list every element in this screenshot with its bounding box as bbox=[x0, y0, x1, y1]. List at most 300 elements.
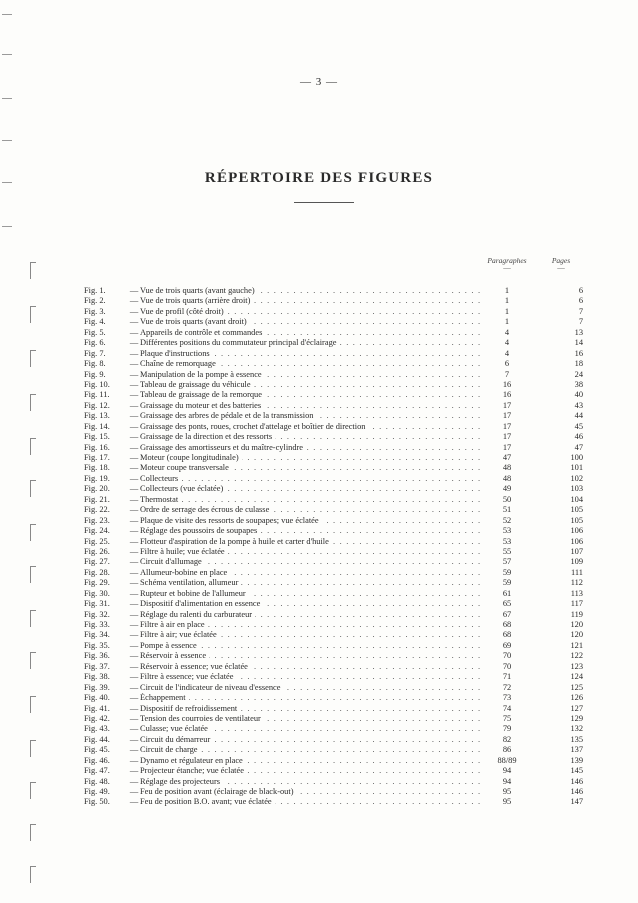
figure-title-cell bbox=[140, 526, 485, 536]
page-number: — 3 — bbox=[300, 76, 338, 88]
list-item bbox=[84, 516, 589, 526]
figure-title-cell bbox=[140, 651, 485, 661]
list-item bbox=[84, 474, 589, 484]
figure-page: 13 bbox=[574, 327, 583, 337]
figure-page: 47 bbox=[574, 442, 583, 452]
figure-paragraph: 7 bbox=[504, 369, 510, 379]
list-item bbox=[84, 505, 589, 515]
figure-title-cell bbox=[140, 349, 485, 359]
list-item bbox=[84, 537, 589, 547]
figure-label: Fig. 40. bbox=[84, 693, 110, 703]
figure-title-cell bbox=[140, 296, 485, 306]
figure-title: Graissage des arbres de pédale et de la transmission bbox=[140, 411, 317, 420]
column-header-paragraphs bbox=[477, 256, 537, 271]
figure-page: 43 bbox=[574, 400, 583, 410]
figure-title-cell bbox=[140, 411, 485, 421]
figure-title: Dispositif de refroidissement bbox=[140, 704, 240, 713]
list-item bbox=[84, 589, 589, 599]
list-item bbox=[84, 307, 589, 317]
list-item bbox=[84, 662, 589, 672]
figure-label: Fig. 27. bbox=[84, 557, 110, 567]
figure-label: Fig. 25. bbox=[84, 536, 110, 546]
figure-dash: — bbox=[129, 379, 139, 389]
list-item bbox=[84, 777, 589, 787]
figure-paragraph: 86 bbox=[502, 745, 512, 755]
figure-title: Circuit de l'indicateur de niveau d'essence bbox=[140, 683, 283, 692]
figure-paragraph: 53 bbox=[502, 526, 512, 536]
figure-dash: — bbox=[129, 453, 139, 462]
figure-dash: — bbox=[129, 713, 139, 723]
figure-dash: — bbox=[129, 463, 139, 473]
list-item bbox=[84, 338, 589, 348]
figure-dash: — bbox=[129, 693, 139, 703]
figure-dash: — bbox=[129, 651, 139, 661]
figure-page: 102 bbox=[570, 473, 583, 483]
figure-title-cell bbox=[140, 422, 485, 432]
figure-label: Fig. 4. bbox=[84, 317, 106, 327]
figure-dash: — bbox=[129, 640, 139, 650]
figure-title: Appareils de contrôle et commandes bbox=[140, 328, 265, 337]
figure-title-cell bbox=[140, 766, 485, 776]
figure-title: Ordre de serrage des écrous de culasse bbox=[140, 505, 272, 514]
figure-title-cell bbox=[140, 484, 485, 494]
figure-paragraph: 68 bbox=[502, 630, 512, 640]
figure-label: Fig. 11. bbox=[84, 390, 110, 400]
figure-title-cell bbox=[140, 745, 485, 755]
figure-label: Fig. 31. bbox=[84, 599, 110, 609]
figure-label: Fig. 3. bbox=[84, 306, 106, 316]
figure-dash: — bbox=[129, 411, 139, 421]
list-item bbox=[84, 641, 589, 651]
figure-label: Fig. 2. bbox=[84, 296, 106, 306]
figure-label: Fig. 47. bbox=[84, 766, 110, 776]
figure-label: Fig. 39. bbox=[84, 682, 110, 692]
figure-label: Fig. 37. bbox=[84, 661, 110, 671]
figure-page: 139 bbox=[570, 755, 583, 765]
figure-title-cell bbox=[140, 317, 485, 327]
figure-title-cell bbox=[140, 704, 485, 714]
figure-title-cell bbox=[140, 797, 485, 807]
list-item bbox=[84, 735, 589, 745]
figure-page: 129 bbox=[570, 713, 583, 723]
figure-page: 45 bbox=[574, 421, 583, 431]
figure-title: Flotteur d'aspiration de la pompe à huile et carter d'huile bbox=[140, 537, 332, 546]
figure-title: Réservoir à essence; vue éclatée bbox=[140, 662, 251, 671]
figure-title: Allumeur-bobine en place bbox=[140, 568, 230, 577]
list-item bbox=[84, 495, 589, 505]
figure-title-cell bbox=[140, 463, 485, 473]
figure-paragraph: 48 bbox=[502, 473, 512, 483]
figure-title-cell bbox=[140, 453, 485, 463]
figure-title: Graissage des amortisseurs et du maître-cylindre bbox=[140, 443, 306, 452]
figure-paragraph: 49 bbox=[502, 484, 512, 494]
list-item bbox=[84, 547, 589, 557]
list-item bbox=[84, 370, 589, 380]
figure-page: 6 bbox=[578, 296, 583, 306]
list-item bbox=[84, 401, 589, 411]
figure-dash: — bbox=[129, 546, 139, 556]
figure-dash: — bbox=[129, 473, 139, 483]
figure-page: 123 bbox=[570, 661, 583, 671]
figure-paragraph: 16 bbox=[502, 379, 512, 389]
figure-page: 105 bbox=[570, 515, 583, 525]
figure-paragraph: 79 bbox=[502, 724, 512, 734]
figure-title: Graissage des ponts, roues, crochet d'attelage et boîtier de direction bbox=[140, 422, 368, 431]
figure-paragraph: 68 bbox=[502, 620, 512, 629]
figure-title-cell bbox=[140, 495, 485, 505]
figure-dash: — bbox=[129, 306, 139, 316]
figure-title-cell bbox=[140, 443, 485, 453]
figure-paragraph: 4 bbox=[504, 327, 510, 337]
figure-page: 106 bbox=[570, 536, 583, 546]
figure-dash: — bbox=[129, 776, 139, 786]
figure-page: 120 bbox=[570, 630, 583, 640]
figure-title-cell bbox=[140, 307, 485, 317]
figure-title-cell bbox=[140, 380, 485, 390]
column-header-dash: — bbox=[503, 263, 511, 272]
figure-title-cell bbox=[140, 630, 485, 640]
title-underline bbox=[294, 202, 354, 203]
figure-dash: — bbox=[129, 567, 139, 577]
figure-title: Culasse; vue éclatée bbox=[140, 724, 211, 733]
figure-title-cell bbox=[140, 568, 485, 578]
figure-title-cell bbox=[140, 735, 485, 745]
list-item bbox=[84, 724, 589, 734]
figure-dash: — bbox=[129, 432, 139, 442]
figure-page: 137 bbox=[570, 745, 583, 755]
figure-title-cell bbox=[140, 683, 485, 693]
figure-page: 18 bbox=[574, 359, 583, 369]
figure-label: Fig. 50. bbox=[84, 797, 110, 807]
figure-title: Filtre à air en place bbox=[140, 620, 208, 629]
figure-list bbox=[84, 286, 589, 808]
figure-dash: — bbox=[129, 536, 139, 546]
figure-dash: — bbox=[129, 766, 139, 776]
list-item bbox=[84, 453, 589, 463]
figure-title-cell bbox=[140, 578, 485, 588]
figure-title-cell bbox=[140, 756, 485, 766]
figure-page: 132 bbox=[570, 724, 583, 734]
figure-title: Moteur coupe transversale bbox=[140, 463, 232, 472]
figure-paragraph: 50 bbox=[502, 494, 512, 504]
list-item bbox=[84, 422, 589, 432]
figure-paragraph: 1 bbox=[504, 296, 510, 306]
figure-paragraph: 74 bbox=[502, 703, 512, 713]
figure-paragraph: 17 bbox=[502, 411, 512, 421]
figure-dash: — bbox=[129, 682, 139, 692]
list-item bbox=[84, 672, 589, 682]
list-item bbox=[84, 704, 589, 714]
figure-title: Collecteurs bbox=[140, 474, 181, 483]
list-item bbox=[84, 568, 589, 578]
figure-title: Réglage des projecteurs bbox=[140, 777, 223, 786]
figure-title: Rupteur et bobine de l'allumeur bbox=[140, 589, 249, 598]
figure-title-cell bbox=[140, 620, 485, 630]
figure-dash: — bbox=[129, 557, 139, 567]
page-title: RÉPERTOIRE DES FIGURES bbox=[204, 170, 434, 186]
figure-title-cell bbox=[140, 359, 485, 369]
figure-label: Fig. 8. bbox=[84, 359, 106, 369]
figure-label: Fig. 30. bbox=[84, 588, 110, 598]
list-item bbox=[84, 651, 589, 661]
figure-title: Tableau de graissage de la remorque bbox=[140, 390, 265, 399]
figure-dash: — bbox=[129, 734, 139, 744]
figure-label: Fig. 16. bbox=[84, 442, 110, 452]
figure-paragraph: 69 bbox=[502, 640, 512, 650]
figure-dash: — bbox=[129, 369, 139, 379]
figure-label: Fig. 15. bbox=[84, 432, 110, 442]
figure-label: Fig. 21. bbox=[84, 494, 110, 504]
list-item bbox=[84, 756, 589, 766]
figure-title-cell bbox=[140, 557, 485, 567]
figure-label: Fig. 12. bbox=[84, 400, 110, 410]
figure-page: 100 bbox=[570, 453, 583, 462]
figure-page: 101 bbox=[570, 463, 583, 473]
figure-label: Fig. 7. bbox=[84, 348, 106, 358]
list-item bbox=[84, 610, 589, 620]
figure-page: 106 bbox=[570, 526, 583, 536]
figure-title: Graissage de la direction et des ressorts bbox=[140, 432, 275, 441]
figure-paragraph: 52 bbox=[502, 515, 512, 525]
list-item bbox=[84, 296, 589, 306]
figure-title-cell bbox=[140, 432, 485, 442]
figure-dash: — bbox=[129, 505, 139, 515]
figure-dash: — bbox=[129, 494, 139, 504]
figure-title: Feu de position avant (éclairage de black-out) bbox=[140, 787, 296, 796]
figure-label: Fig. 29. bbox=[84, 578, 110, 588]
list-item bbox=[84, 390, 589, 400]
figure-label: Fig. 24. bbox=[84, 526, 110, 536]
figure-label: Fig. 18. bbox=[84, 463, 110, 473]
figure-label: Fig. 42. bbox=[84, 713, 110, 723]
figure-dash: — bbox=[129, 327, 139, 337]
list-item bbox=[84, 432, 589, 442]
figure-title: Plaque d'instructions bbox=[140, 349, 213, 358]
figure-page: 40 bbox=[574, 390, 583, 400]
figure-dash: — bbox=[129, 672, 139, 682]
figure-title: Réservoir à essence bbox=[140, 651, 209, 660]
figure-page: 104 bbox=[570, 494, 583, 504]
list-item bbox=[84, 630, 589, 640]
figure-paragraph: 1 bbox=[504, 286, 510, 295]
column-header-pages-label: Pages bbox=[551, 256, 571, 265]
figure-page: 113 bbox=[570, 588, 583, 598]
figure-title-cell bbox=[140, 370, 485, 380]
figure-page: 46 bbox=[574, 432, 583, 442]
figure-dash: — bbox=[129, 599, 139, 609]
figure-dash: — bbox=[129, 359, 139, 369]
figure-label: Fig. 13. bbox=[84, 411, 110, 421]
figure-title-cell bbox=[140, 787, 485, 797]
figure-title: Vue de trois quarts (avant droit) bbox=[140, 317, 250, 326]
list-item bbox=[84, 693, 589, 703]
figure-paragraph: 55 bbox=[502, 546, 512, 556]
figure-dash: — bbox=[129, 515, 139, 525]
figure-label: Fig. 19. bbox=[84, 473, 110, 483]
list-item bbox=[84, 286, 589, 296]
figure-page: 124 bbox=[570, 672, 583, 682]
figure-page: 121 bbox=[570, 640, 583, 650]
figure-paragraph: 94 bbox=[502, 766, 512, 776]
figure-dash: — bbox=[129, 578, 139, 588]
figure-page: 16 bbox=[574, 348, 583, 358]
figure-label: Fig. 46. bbox=[84, 755, 110, 765]
list-item bbox=[84, 745, 589, 755]
list-item bbox=[84, 557, 589, 567]
figure-page: 146 bbox=[570, 787, 583, 796]
list-item bbox=[84, 380, 589, 390]
column-header-paragraphs-label: Paragraphes bbox=[487, 256, 527, 265]
figure-page: 44 bbox=[574, 411, 583, 421]
figure-title: Vue de trois quarts (arrière droit) bbox=[140, 296, 253, 305]
figure-paragraph: 57 bbox=[502, 557, 512, 567]
figure-paragraph: 67 bbox=[502, 609, 512, 619]
figure-title: Filtre à essence; vue éclatée bbox=[140, 672, 236, 681]
figure-title: Réglage du ralenti du carburateur bbox=[140, 610, 255, 619]
figure-page: 7 bbox=[578, 317, 583, 327]
figure-title-cell bbox=[140, 516, 485, 526]
figure-paragraph: 17 bbox=[502, 432, 512, 442]
figure-dash: — bbox=[129, 724, 139, 734]
figure-paragraph: 59 bbox=[502, 567, 512, 577]
figure-label: Fig. 5. bbox=[84, 327, 106, 337]
figure-title-cell bbox=[140, 599, 485, 609]
figure-dash: — bbox=[129, 745, 139, 755]
figure-title: Tension des courroies de ventilateur bbox=[140, 714, 264, 723]
figure-page: 127 bbox=[570, 703, 583, 713]
figure-label: Fig. 17. bbox=[84, 453, 110, 462]
figure-paragraph: 6 bbox=[504, 359, 510, 369]
figure-dash: — bbox=[129, 296, 139, 306]
list-item bbox=[84, 683, 589, 693]
figure-title: Chaîne de remorquage bbox=[140, 359, 219, 368]
figure-dash: — bbox=[129, 286, 139, 295]
figure-paragraph: 17 bbox=[502, 400, 512, 410]
figure-page: 120 bbox=[570, 620, 583, 629]
figure-paragraph: 47 bbox=[502, 453, 512, 462]
figure-page: 112 bbox=[570, 578, 583, 588]
figure-page: 145 bbox=[570, 766, 583, 776]
figure-dash: — bbox=[129, 442, 139, 452]
figure-dash: — bbox=[129, 338, 139, 348]
figure-title-cell bbox=[140, 641, 485, 651]
figure-label: Fig. 1. bbox=[84, 286, 106, 295]
figure-label: Fig. 14. bbox=[84, 421, 110, 431]
list-item bbox=[84, 328, 589, 338]
figure-paragraph: 94 bbox=[502, 776, 512, 786]
list-item bbox=[84, 526, 589, 536]
figure-title-cell bbox=[140, 777, 485, 787]
figure-title-cell bbox=[140, 505, 485, 515]
figure-label: Fig. 44. bbox=[84, 734, 110, 744]
figure-title: Dispositif d'alimentation en essence bbox=[140, 599, 263, 608]
figure-dash: — bbox=[129, 755, 139, 765]
figure-dash: — bbox=[129, 630, 139, 640]
figure-label: Fig. 10. bbox=[84, 379, 110, 389]
figure-paragraph: 17 bbox=[502, 421, 512, 431]
figure-title: Vue de trois quarts (avant gauche) bbox=[140, 286, 258, 295]
figure-dash: — bbox=[129, 526, 139, 536]
figure-paragraph: 61 bbox=[502, 588, 512, 598]
column-header-dash: — bbox=[557, 263, 565, 272]
figure-page: 38 bbox=[574, 379, 583, 389]
figure-label: Fig. 36. bbox=[84, 651, 110, 661]
figure-title-cell bbox=[140, 547, 485, 557]
figure-label: Fig. 48. bbox=[84, 776, 110, 786]
figure-label: Fig. 23. bbox=[84, 515, 110, 525]
list-item bbox=[84, 443, 589, 453]
list-item bbox=[84, 797, 589, 807]
figure-dash: — bbox=[129, 390, 139, 400]
figure-paragraph: 51 bbox=[502, 505, 512, 515]
figure-page: 109 bbox=[570, 557, 583, 567]
figure-title: Moteur (coupe longitudinale) bbox=[140, 453, 242, 462]
list-item bbox=[84, 484, 589, 494]
figure-title: Circuit de charge bbox=[140, 745, 201, 754]
figure-paragraph: 48 bbox=[502, 463, 512, 473]
figure-label: Fig. 9. bbox=[84, 369, 106, 379]
figure-label: Fig. 26. bbox=[84, 546, 110, 556]
figure-label: Fig. 28. bbox=[84, 567, 110, 577]
figure-title-cell bbox=[140, 286, 485, 296]
figure-title: Filtre à air; vue éclatée bbox=[140, 630, 220, 639]
figure-paragraph: 16 bbox=[502, 390, 512, 400]
figure-label: Fig. 49. bbox=[84, 787, 110, 796]
figure-page: 147 bbox=[570, 797, 583, 807]
figure-paragraph: 65 bbox=[502, 599, 512, 609]
list-item bbox=[84, 714, 589, 724]
figure-title: Réglage des poussoirs de soupapes bbox=[140, 526, 260, 535]
figure-paragraph: 1 bbox=[504, 317, 510, 327]
figure-title-cell bbox=[140, 338, 485, 348]
figure-title: Tableau de graissage du véhicule bbox=[140, 380, 254, 389]
figure-paragraph: 95 bbox=[502, 787, 512, 796]
list-item bbox=[84, 787, 589, 797]
figure-paragraph: 4 bbox=[504, 338, 510, 348]
figure-page: 7 bbox=[578, 306, 583, 316]
list-item bbox=[84, 317, 589, 327]
figure-title: Différentes positions du commutateur principal d'éclairage bbox=[140, 338, 339, 347]
figure-dash: — bbox=[129, 609, 139, 619]
figure-page: 107 bbox=[570, 546, 583, 556]
figure-dash: — bbox=[129, 787, 139, 796]
figure-title: Schéma ventilation, allumeur bbox=[140, 578, 241, 587]
figure-title: Échappement bbox=[140, 693, 189, 702]
figure-label: Fig. 45. bbox=[84, 745, 110, 755]
figure-page: 103 bbox=[570, 484, 583, 494]
figure-title-cell bbox=[140, 328, 485, 338]
figure-dash: — bbox=[129, 703, 139, 713]
figure-title-cell bbox=[140, 537, 485, 547]
figure-title-cell bbox=[140, 662, 485, 672]
list-item bbox=[84, 463, 589, 473]
figure-page: 126 bbox=[570, 693, 583, 703]
figure-paragraph: 53 bbox=[502, 536, 512, 546]
figure-title: Dynamo et régulateur en place bbox=[140, 756, 246, 765]
figure-page: 105 bbox=[570, 505, 583, 515]
figure-paragraph: 82 bbox=[502, 734, 512, 744]
figure-paragraph: 95 bbox=[502, 797, 512, 807]
figure-page: 117 bbox=[570, 599, 583, 609]
figure-dash: — bbox=[129, 797, 139, 807]
figure-dash: — bbox=[129, 484, 139, 494]
binder-margin bbox=[0, 0, 40, 903]
figure-dash: — bbox=[129, 421, 139, 431]
figure-page: 135 bbox=[570, 734, 583, 744]
list-item bbox=[84, 349, 589, 359]
figure-title: Thermostat bbox=[140, 495, 181, 504]
figure-dash: — bbox=[129, 348, 139, 358]
